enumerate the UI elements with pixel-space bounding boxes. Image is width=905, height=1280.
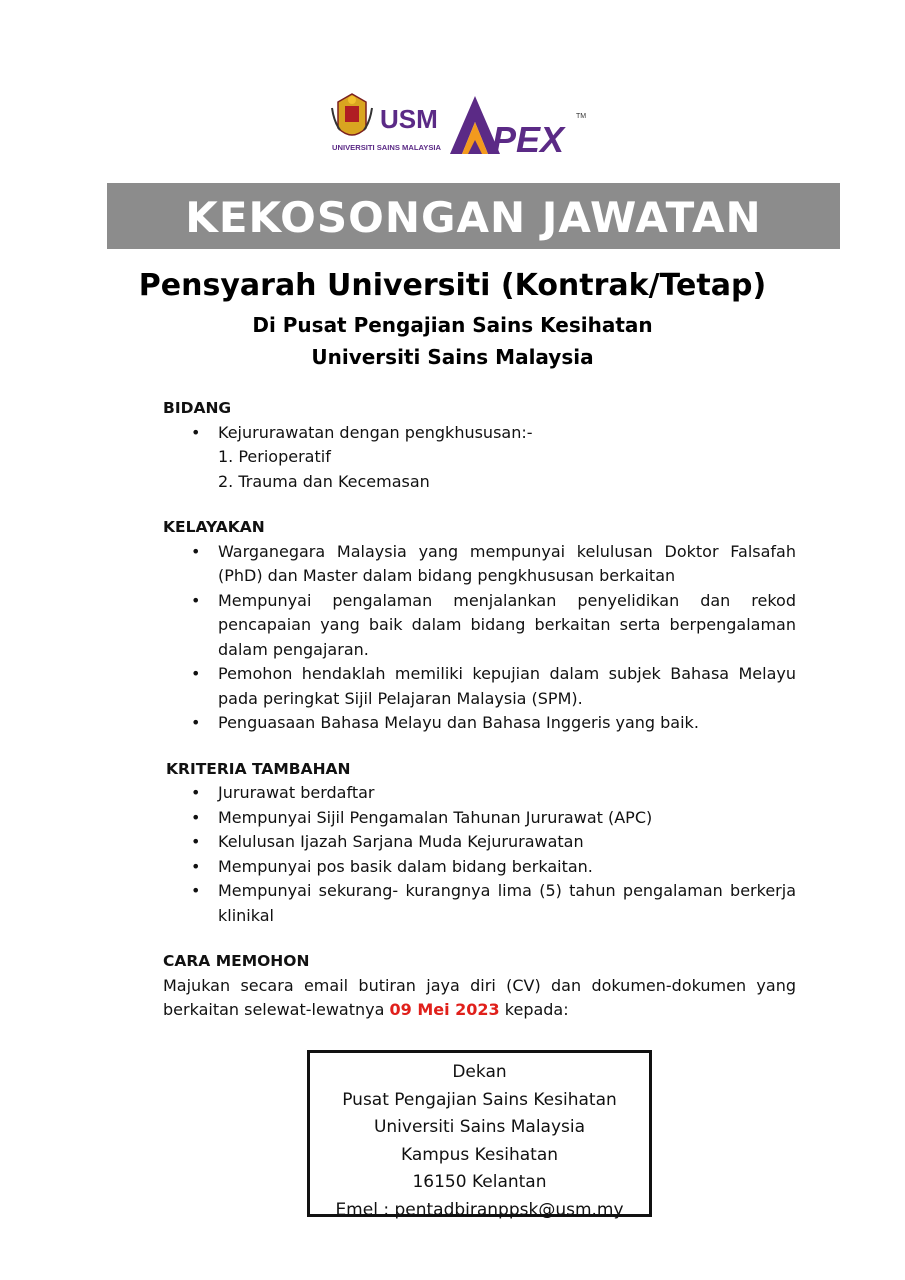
position-title: Pensyarah Universiti (Kontrak/Tetap) bbox=[138, 268, 767, 303]
specialisation-list bbox=[163, 445, 796, 494]
kelayakan-list bbox=[163, 540, 796, 736]
address-line: Pusat Pengajian Sains Kesihatan bbox=[342, 1089, 617, 1110]
address-line: Universiti Sains Malaysia bbox=[373, 1117, 586, 1137]
list-item: • Kejururawatan dengan pengkhususan:- bbox=[163, 421, 796, 446]
deadline-date: 09 Mei 2023 bbox=[389, 1000, 500, 1019]
university-subtitle: Universiti Sains Malaysia bbox=[311, 345, 594, 369]
section-heading-cara: CARA MEMOHON bbox=[163, 952, 310, 970]
section-heading-bidang: BIDANG bbox=[163, 399, 232, 417]
application-instructions bbox=[163, 974, 796, 1023]
usm-wordmark: USM bbox=[380, 104, 438, 134]
school-subtitle: Di Pusat Pengajian Sains Kesihatan bbox=[252, 313, 653, 337]
address-line: Dekan bbox=[452, 1062, 507, 1082]
usm-apex-logo bbox=[330, 88, 590, 160]
address-line: 16150 Kelantan bbox=[412, 1172, 547, 1192]
email-line[interactable]: Emel : pentadbiranppsk@usm.my bbox=[335, 1199, 624, 1220]
header-logos bbox=[330, 88, 590, 160]
list-item: • Kelulusan Ijazah Sarjana Muda Kejururawatan bbox=[163, 830, 796, 855]
usm-crest-icon bbox=[332, 94, 372, 135]
apex-tm: TM bbox=[576, 113, 587, 120]
list-item: 1. Perioperatif bbox=[218, 447, 331, 466]
list-item: 2. Trauma dan Kecemasan bbox=[218, 471, 430, 491]
bidang-list bbox=[163, 421, 796, 446]
content-body bbox=[163, 396, 796, 1023]
address-line: Kampus Kesihatan bbox=[400, 1144, 559, 1165]
instruction-text-end: kepada: bbox=[499, 1000, 569, 1019]
vacancy-banner: KEKOSONGAN JAWATAN bbox=[107, 183, 840, 249]
section-heading-kelayakan: KELAYAKAN bbox=[163, 518, 265, 536]
section-heading-kriteria: KRITERIA TAMBAHAN bbox=[166, 759, 351, 778]
list-item: • Pemohon hendaklah memiliki kepujian dalam subjek Bahasa Melayu pada peringkat Sijil Pelajaran Malaysia (SPM). bbox=[163, 662, 796, 711]
kriteria-list bbox=[163, 781, 796, 928]
apex-wordmark: PEX bbox=[492, 119, 565, 160]
list-item: • Mempunyai sekurang- kurangnya lima (5) tahun pengalaman berkerja klinikal bbox=[163, 879, 796, 928]
instruction-text: Majukan secara email butiran jaya diri (CV) dan dokumen-dokumen yang berkaitan selewat-lewatnya bbox=[163, 975, 796, 1019]
list-item: • Mempunyai Sijil Pengamalan Tahunan Jururawat (APC) bbox=[163, 806, 796, 831]
usm-caption: UNIVERSITI SAINS MALAYSIA bbox=[332, 143, 442, 152]
list-item: • Mempunyai pos basik dalam bidang berkaitan. bbox=[163, 855, 796, 880]
list-item: • Warganegara Malaysia yang mempunyai kelulusan Doktor Falsafah (PhD) dan Master dalam bidang pengkhususan berkaitan bbox=[163, 540, 796, 589]
list-item: • Jururawat berdaftar bbox=[163, 781, 796, 806]
list-item: • Mempunyai pengalaman menjalankan penyelidikan dan rekod pencapaian yang baik dalam bidang berkaitan serta berpengalaman dalam pengajaran. bbox=[163, 589, 796, 663]
address-box bbox=[307, 1050, 652, 1220]
list-item: • Penguasaan Bahasa Melayu dan Bahasa Inggeris yang baik. bbox=[163, 711, 796, 736]
